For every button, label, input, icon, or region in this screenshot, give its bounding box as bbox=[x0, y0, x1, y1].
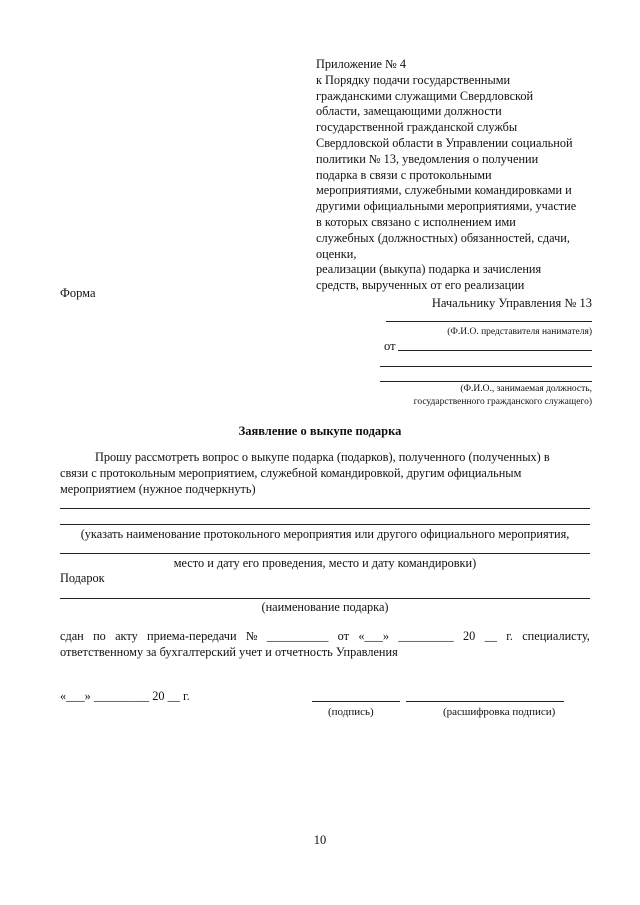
employee-position-field[interactable] bbox=[380, 366, 592, 367]
paragraph-line: мероприятием (нужное подчеркнуть) bbox=[60, 481, 256, 496]
date-field[interactable]: «___» _________ 20 __ г. bbox=[60, 689, 190, 703]
request-paragraph bbox=[60, 450, 590, 497]
act-word: приема-передачи bbox=[147, 629, 237, 643]
act-paragraph bbox=[60, 628, 590, 660]
paragraph-line: Прошу рассмотреть вопрос о выкупе подарка (подарков), полученного (полученных) в bbox=[95, 450, 550, 464]
employee-caption-line: (Ф.И.О., занимаемая должность, bbox=[460, 384, 592, 394]
appendix-line: политики № 13, уведомления о получении bbox=[316, 151, 539, 166]
event-field-line-3[interactable] bbox=[60, 553, 590, 554]
employer-caption: (Ф.И.О. представителя нанимателя) bbox=[447, 327, 592, 337]
act-year-field[interactable]: __ bbox=[484, 629, 497, 643]
page-number: 10 bbox=[313, 833, 327, 847]
gift-name-field[interactable] bbox=[60, 598, 590, 599]
paragraph-line: связи с протокольным мероприятием, служебной командировкой, другим официальным bbox=[60, 465, 522, 480]
event-field-line-2[interactable] bbox=[60, 524, 590, 525]
gift-label: Подарок bbox=[60, 571, 105, 585]
document-title: Заявление о выкупе подарка bbox=[238, 424, 402, 438]
act-line-1 bbox=[60, 628, 590, 644]
appendix-line: в которых связано с исполнением ими bbox=[316, 214, 516, 229]
act-word: специалисту, bbox=[522, 629, 590, 643]
act-month-field[interactable]: _________ bbox=[398, 629, 454, 643]
appendix-line: мероприятиями, служебными командировками и bbox=[316, 183, 572, 198]
appendix-line: Приложение № 4 bbox=[316, 57, 407, 71]
act-word: акту bbox=[115, 629, 138, 643]
appendix-line: гражданскими служащими Свердловской bbox=[316, 88, 534, 103]
appendix-line: области, замещающими должности bbox=[316, 104, 502, 119]
act-word: г. bbox=[506, 629, 513, 643]
event-field-line-1[interactable] bbox=[60, 508, 590, 509]
signature-decoding-field[interactable] bbox=[406, 701, 564, 702]
employee-caption bbox=[414, 383, 592, 409]
appendix-line: средств, вырученных от его реализации bbox=[316, 278, 525, 293]
signature-caption: (подпись) bbox=[328, 706, 374, 718]
appendix-line: Свердловской области в Управлении социальной bbox=[316, 135, 573, 150]
appendix-header bbox=[316, 57, 616, 294]
gift-caption: (наименование подарка) bbox=[261, 600, 389, 614]
appendix-line: реализации (выкупа) подарка и зачисления bbox=[316, 262, 542, 277]
signature-field[interactable] bbox=[312, 701, 400, 702]
form-label: Форма bbox=[60, 286, 96, 300]
decoding-caption: (расшифровка подписи) bbox=[443, 706, 556, 718]
act-line-2: ответственному за бухгалтерский учет и отчетность Управления bbox=[60, 645, 398, 659]
act-day-field[interactable]: «___» bbox=[358, 629, 390, 643]
appendix-line: служебных (должностных) обязанностей, сдачи, bbox=[316, 230, 570, 245]
appendix-line: подарка в связи с протокольными bbox=[316, 167, 492, 182]
employee-name-field[interactable] bbox=[398, 350, 592, 351]
employee-caption-line: государственного гражданского служащего) bbox=[413, 397, 592, 407]
appendix-line: оценки, bbox=[316, 246, 357, 261]
act-number-field[interactable]: __________ bbox=[266, 629, 329, 643]
act-word: от bbox=[337, 629, 350, 643]
event-instruction-2: место и дату его проведения, место и дату командировки) bbox=[173, 556, 477, 570]
act-word: по bbox=[93, 629, 106, 643]
appendix-line: государственной гражданской службы bbox=[316, 120, 518, 135]
event-instruction: (указать наименование протокольного мероприятия или другого официального мероприятия, bbox=[80, 527, 570, 541]
appendix-line: к Порядку подачи государственными bbox=[316, 72, 511, 87]
employee-extra-field[interactable] bbox=[380, 381, 592, 382]
act-word: № bbox=[245, 629, 258, 643]
act-word: 20 bbox=[463, 629, 476, 643]
act-word: сдан bbox=[60, 629, 84, 643]
from-label: от bbox=[384, 339, 396, 353]
employer-name-field[interactable] bbox=[386, 321, 592, 322]
addressee: Начальнику Управления № 13 bbox=[431, 296, 592, 310]
appendix-line: другими официальными мероприятиями, участие bbox=[316, 199, 577, 214]
